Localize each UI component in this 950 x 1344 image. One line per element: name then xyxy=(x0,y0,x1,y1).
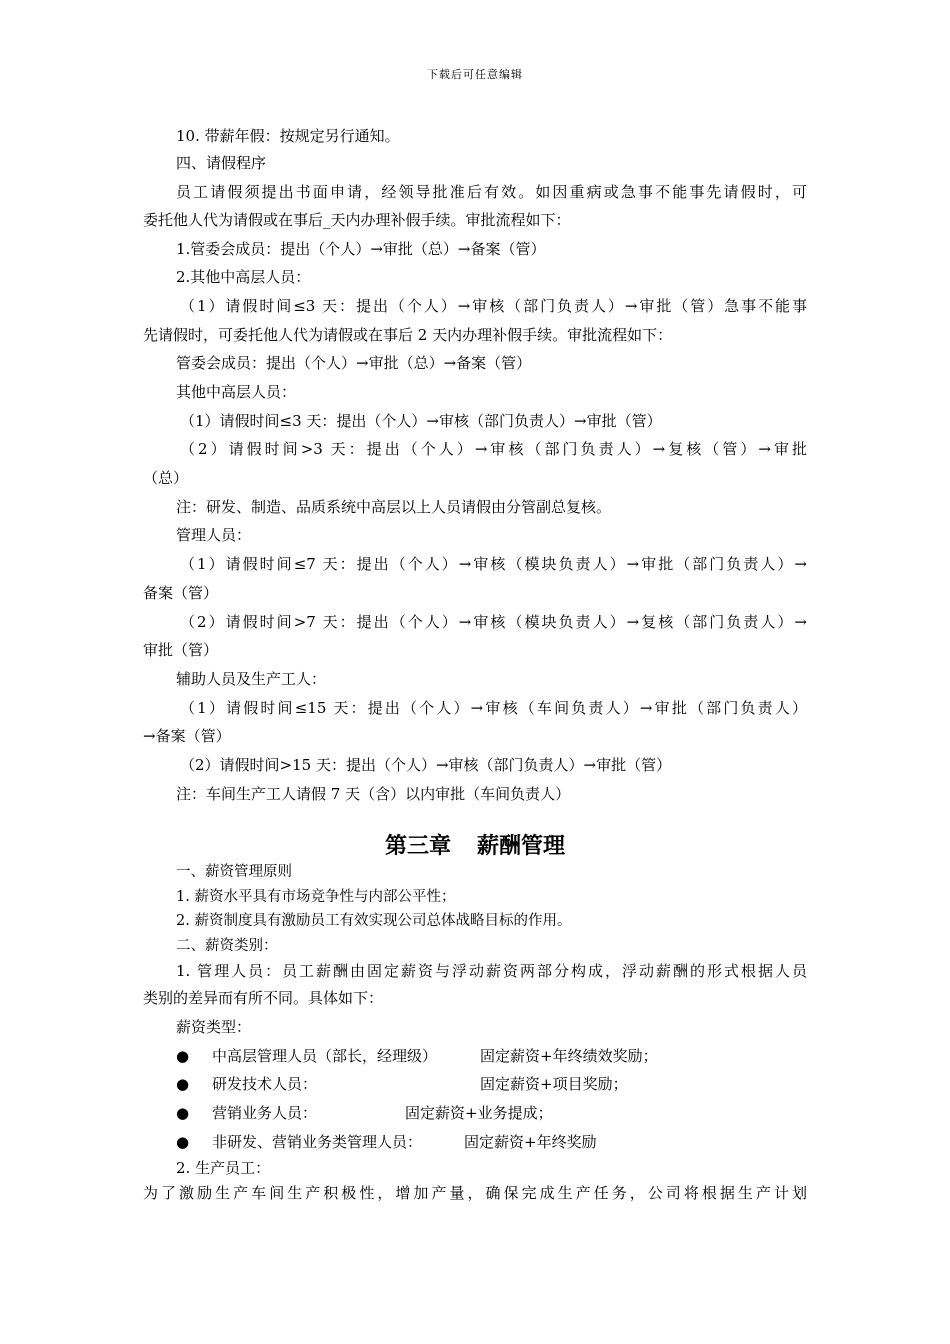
paragraph: （2）请假时间>7 天：提出（个人）→审核（模块负责人）→复核（部门负责人）→ xyxy=(180,613,807,631)
bullet-icon: ● xyxy=(176,1075,190,1093)
list-item xyxy=(176,1103,807,1123)
list-item-pay: 固定薪资+项目奖励； xyxy=(480,1075,628,1093)
paragraph: 2. 薪资制度具有激励员工有效实现公司总体战略目标的作用。 xyxy=(176,913,572,929)
section-heading: 一、薪资管理原则 xyxy=(176,864,292,880)
list-item-pay: 固定薪资+年终绩效奖励； xyxy=(480,1047,658,1065)
paragraph: （2）请假时间>15 天：提出（个人）→审核（部门负责人）→审批（管） xyxy=(180,756,672,774)
paragraph: 辅助人员及生产工人： xyxy=(176,670,327,688)
paragraph: （1）请假时间≤7 天：提出（个人）→审核（模块负责人）→审批（部门负责人）→ xyxy=(180,555,807,573)
list-item-pay: 固定薪资+年终奖励 xyxy=(464,1133,597,1151)
list-item-role: 营销业务人员： xyxy=(212,1104,318,1122)
bullet-icon: ● xyxy=(176,1133,190,1151)
page-header: 下载后可任意编辑 xyxy=(427,68,523,81)
paragraph: 薪资类型： xyxy=(176,1018,252,1036)
list-item-role: 非研发、营销业务类管理人员： xyxy=(212,1133,423,1151)
paragraph: （1）请假时间≤3 天：提出（个人）→审核（部门负责人）→审批（管） xyxy=(180,412,662,430)
list-item-pay: 固定薪资+业务提成； xyxy=(405,1104,553,1122)
bullet-icon: ● xyxy=(176,1047,190,1065)
paragraph: 2.其他中高层人员： xyxy=(176,268,311,286)
paragraph: （1）请假时间≤15 天：提出（个人）→审核（车间负责人）→审批（部门负责人） xyxy=(180,699,807,717)
section-heading: 二、薪资类别： xyxy=(176,938,278,954)
paragraph: 其他中高层人员： xyxy=(176,383,297,401)
paragraph: （1）请假时间≤3 天：提出（个人）→审核（部门负责人）→审批（管）急事不能事 xyxy=(180,297,807,315)
paragraph: （总） xyxy=(143,469,189,487)
paragraph: 管委会成员：提出（个人）→审批（总）→备案（管） xyxy=(176,354,532,372)
list-item-role: 中高层管理人员（部长，经理级） xyxy=(212,1047,438,1065)
note: 注：车间生产工人请假 7 天（含）以内审批（车间负责人） xyxy=(176,785,571,803)
paragraph: 类别的差异而有所不同。具体如下： xyxy=(143,989,384,1007)
paragraph: 10. 带薪年假：按规定另行通知。 xyxy=(176,127,400,145)
paragraph: 审批（管） xyxy=(143,641,219,659)
paragraph: 先请假时，可委托他人代为请假或在事后 2 天内办理补假手续。审批流程如下： xyxy=(143,326,673,344)
bullet-icon: ● xyxy=(176,1104,190,1122)
paragraph: 为了激励生产车间生产积极性，增加产量，确保完成生产任务，公司将根据生产计划 xyxy=(143,1184,807,1202)
paragraph: 1. 薪资水平具有市场竞争性与内部公平性； xyxy=(176,889,456,905)
chapter-heading xyxy=(0,832,950,862)
section-heading: 四、请假程序 xyxy=(176,154,267,172)
list-item xyxy=(176,1074,807,1094)
list-item xyxy=(176,1046,807,1066)
list-item-role: 研发技术人员： xyxy=(212,1075,318,1093)
paragraph: 2. 生产员工： xyxy=(176,1159,271,1177)
paragraph: 管理人员： xyxy=(176,526,252,544)
chapter-title: 薪酬管理 xyxy=(477,834,566,859)
paragraph: 备案（管） xyxy=(143,584,219,602)
paragraph: （2）请假时间>3 天：提出（个人）→审核（部门负责人）→复核（管）→审批 xyxy=(180,440,807,458)
paragraph: 1.管委会成员：提出（个人）→审批（总）→备案（管） xyxy=(176,240,546,258)
chapter-number: 第三章 xyxy=(384,834,451,859)
paragraph: 1. 管理人员：员工薪酬由固定薪资与浮动薪资两部分构成，浮动薪酬的形式根据人员 xyxy=(176,962,807,980)
note: 注：研发、制造、品质系统中高层以上人员请假由分管副总复核。 xyxy=(176,498,612,516)
paragraph: 委托他人代为请假或在事后_天内办理补假手续。审批流程如下： xyxy=(143,211,571,229)
list-item xyxy=(176,1132,807,1152)
paragraph: 员工请假须提出书面申请，经领导批准后有效。如因重病或急事不能事先请假时，可 xyxy=(176,183,807,201)
paragraph: →备案（管） xyxy=(143,727,231,745)
